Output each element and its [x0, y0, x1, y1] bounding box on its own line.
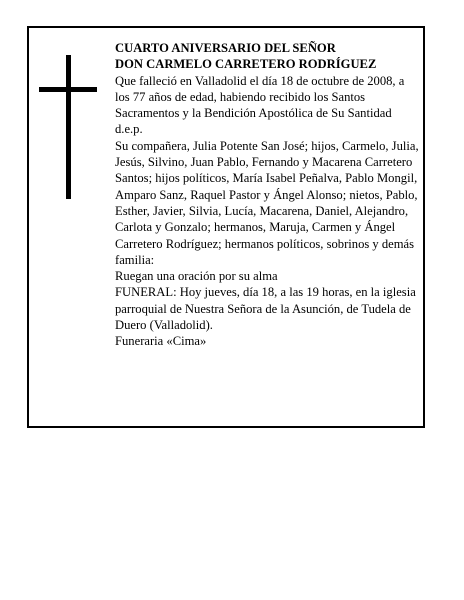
obituary-notice: [27, 26, 425, 428]
cross-vertical-bar: [66, 55, 71, 199]
funeral-details: FUNERAL: Hoy jueves, día 18, a las 19 horas, en la iglesia parroquial de Nuestra Señora de la Asunción, de Tudela de Duero (Valladolid).: [115, 285, 416, 333]
death-details: Que falleció en Valladolid el día 18 de octubre de 2008, a los 77 años de edad, habiendo recibido los Santos Sacramentos y la Bendición Apostólica de Su Santidad d.e.p.: [115, 73, 405, 137]
cross-icon: [39, 55, 97, 199]
cross-horizontal-bar: [39, 87, 97, 92]
prayer-request: Ruegan una oración por su alma: [115, 269, 278, 284]
family-list: Su compañera, Julia Potente San José; hijos, Carmelo, Julia, Jesús, Silvino, Juan Pablo, Fernando y Macarena Carretero Santos; hijos políticos, María Isabel Peñalva, Pablo Mongil, Amparo Sanz, Raquel Pastor y Ángel Alonso; nietos, Pablo, Esther, Javier, Silvia, Lucía, Macarena, Daniel, Alejandro, Carlota y Gonzalo; hermanos, Maruja, Carmen y Ángel Carretero Rodríguez; hermanos políticos, sobrinos y demás familia:: [115, 138, 419, 267]
heading-anniversary: CUARTO ANIVERSARIO DEL SEÑOR: [115, 41, 336, 55]
notice-content: [115, 40, 421, 350]
funeral-home: Funeraria «Cima»: [115, 334, 207, 349]
heading-deceased-name: DON CARMELO CARRETERO RODRÍGUEZ: [115, 57, 377, 72]
